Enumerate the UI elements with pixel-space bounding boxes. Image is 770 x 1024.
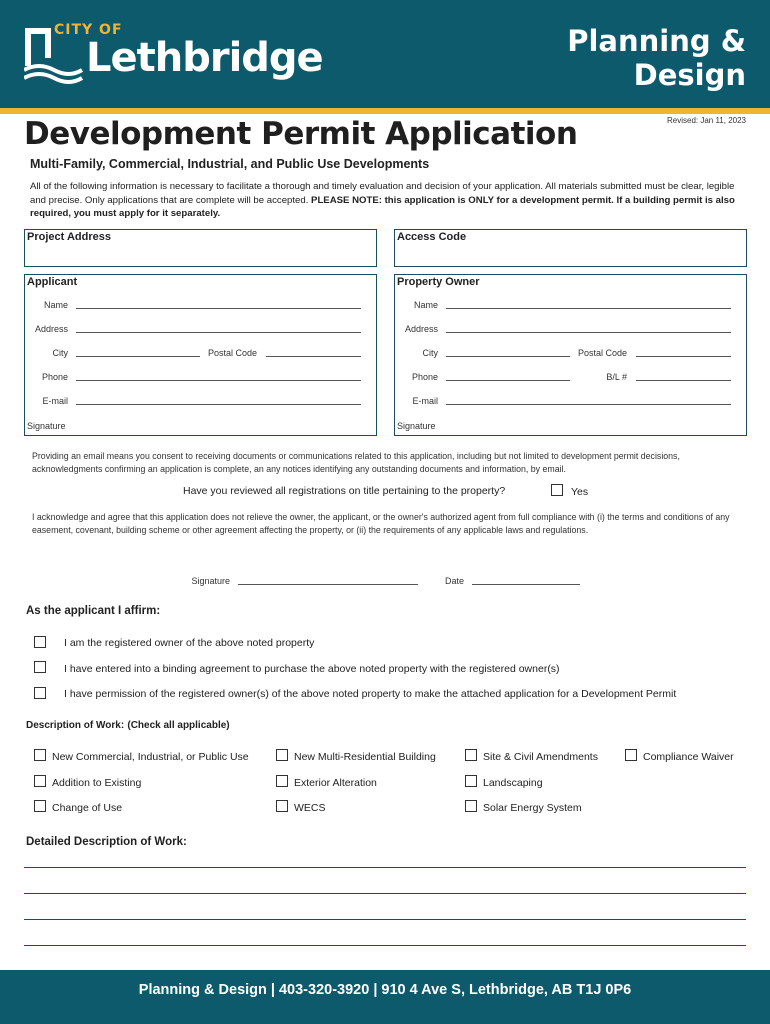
applicant-postal-input[interactable] xyxy=(266,356,361,357)
city-logo xyxy=(24,22,323,92)
declaration-date-label: Date xyxy=(444,576,464,586)
owner-city-label: City xyxy=(422,348,438,358)
applicant-signature-label: Signature xyxy=(27,421,66,431)
detailed-description-line[interactable] xyxy=(24,919,746,920)
applicant-title: Applicant xyxy=(27,276,78,288)
owner-email-label: E-mail xyxy=(412,396,438,406)
logo-city-name: Lethbridge xyxy=(86,35,323,81)
owner-address-label: Address xyxy=(404,324,438,334)
work-site-civil-checkbox[interactable] xyxy=(465,749,477,761)
email-consent-text: Providing an email means you consent to receiving documents or communications related to this application, including but not limited to development permit decisions, acknowledgments confirming an application is complete, an any notices identifying any outstanding documents and information, by email. xyxy=(32,451,680,474)
applicant-postal-label: Postal Code xyxy=(207,348,257,358)
work-compliance-waiver-label: Compliance Waiver xyxy=(643,751,734,763)
page-subtitle: Multi-Family, Commercial, Industrial, and Public Use Developments xyxy=(30,157,430,171)
declaration-signature-input[interactable] xyxy=(238,584,418,585)
header-accent-bar xyxy=(0,108,770,114)
applicant-name-input[interactable] xyxy=(76,308,361,309)
page-title: Development Permit Application xyxy=(24,116,578,152)
owner-name-label: Name xyxy=(413,300,438,310)
work-wecs-checkbox[interactable] xyxy=(276,800,288,812)
affirm-purchase-label: I have entered into a binding agreement to purchase the above noted property with the registered owner(s) xyxy=(64,663,560,675)
work-new-multi-residential-checkbox[interactable] xyxy=(276,749,288,761)
applicant-name-label: Name xyxy=(43,300,68,310)
affirm-heading: As the applicant I affirm: xyxy=(26,605,161,617)
registration-yes-label: Yes xyxy=(571,486,589,498)
owner-address-input[interactable] xyxy=(446,332,731,333)
detailed-description-line[interactable] xyxy=(24,945,746,946)
work-heading-note: (Check all applicable) xyxy=(127,720,230,731)
work-compliance-waiver-checkbox[interactable] xyxy=(625,749,637,761)
logo-city-of: CITY OF xyxy=(54,22,123,38)
applicant-email-label: E-mail xyxy=(42,396,68,406)
work-change-of-use-checkbox[interactable] xyxy=(34,800,46,812)
intro-text: All of the following information is necessary to facilitate a thorough and timely evaluation and decision of your application. All materials submitted must be clear, legible and precise. Only applications that are complete will be accepted. xyxy=(30,181,735,206)
work-change-of-use-label: Change of Use xyxy=(52,802,123,814)
affirm-owner-checkbox[interactable] xyxy=(34,636,46,648)
work-new-commercial-checkbox[interactable] xyxy=(34,749,46,761)
applicant-city-input[interactable] xyxy=(76,356,200,357)
page-header xyxy=(0,0,770,108)
work-new-commercial-label: New Commercial, Industrial, or Public Use xyxy=(52,751,249,763)
owner-postal-label: Postal Code xyxy=(577,348,627,358)
registration-question: Have you reviewed all registrations on title pertaining to the property? xyxy=(183,485,506,497)
affirm-permission-label: I have permission of the registered owner(s) of the above noted property to make the attached application for a Development Permit xyxy=(64,688,677,700)
applicant-address-label: Address xyxy=(34,324,68,334)
intro-note: PLEASE NOTE: this application is ONLY for a development permit. If a building permit is also required, you must apply for it separately. xyxy=(30,194,735,219)
affirm-owner-label: I am the registered owner of the above noted property xyxy=(64,637,315,649)
work-heading xyxy=(26,719,230,731)
intro-paragraph xyxy=(30,180,742,221)
applicant-phone-input[interactable] xyxy=(76,380,361,381)
affirm-purchase-checkbox[interactable] xyxy=(34,661,46,673)
applicant-signature-input[interactable] xyxy=(76,429,361,430)
applicant-city-label: City xyxy=(52,348,68,358)
project-address-label: Project Address xyxy=(27,231,111,243)
detailed-description-line[interactable] xyxy=(24,867,746,868)
owner-signature-label: Signature xyxy=(397,421,436,431)
footer-contact: Planning & Design | 403-320-3920 | 910 4 Ave S, Lethbridge, AB T1J 0P6 xyxy=(138,982,632,998)
applicant-address-input[interactable] xyxy=(76,332,361,333)
work-solar-checkbox[interactable] xyxy=(465,800,477,812)
project-address-field[interactable] xyxy=(24,229,377,267)
access-code-label: Access Code xyxy=(397,231,467,243)
work-site-civil-label: Site & Civil Amendments xyxy=(483,751,598,763)
department-line-2: Design xyxy=(633,58,746,92)
work-landscaping-checkbox[interactable] xyxy=(465,775,477,787)
owner-phone-input[interactable] xyxy=(446,380,570,381)
registration-yes-checkbox[interactable] xyxy=(551,484,563,496)
work-landscaping-label: Landscaping xyxy=(483,777,543,789)
affirm-permission-checkbox[interactable] xyxy=(34,687,46,699)
applicant-phone-label: Phone xyxy=(41,372,68,382)
owner-postal-input[interactable] xyxy=(636,356,731,357)
detailed-description-heading: Detailed Description of Work: xyxy=(26,836,187,848)
work-wecs-label: WECS xyxy=(294,802,326,814)
department-title xyxy=(546,24,746,92)
owner-signature-input[interactable] xyxy=(446,429,731,430)
owner-name-input[interactable] xyxy=(446,308,731,309)
work-addition-label: Addition to Existing xyxy=(52,777,142,789)
declaration-date-input[interactable] xyxy=(472,584,580,585)
department-line-1: Planning & xyxy=(567,24,746,58)
work-solar-label: Solar Energy System xyxy=(483,802,582,814)
work-exterior-alteration-label: Exterior Alteration xyxy=(294,777,377,789)
work-heading-text: Description of Work: xyxy=(26,720,125,731)
work-exterior-alteration-checkbox[interactable] xyxy=(276,775,288,787)
owner-bl-input[interactable] xyxy=(636,380,731,381)
owner-email-input[interactable] xyxy=(446,404,731,405)
work-addition-checkbox[interactable] xyxy=(34,775,46,787)
owner-phone-label: Phone xyxy=(411,372,438,382)
revised-date: Revised: Jan 11, 2023 xyxy=(666,116,746,125)
work-new-multi-residential-label: New Multi-Residential Building xyxy=(294,751,436,763)
owner-bl-label: B/L # xyxy=(606,372,627,382)
owner-title: Property Owner xyxy=(397,276,480,288)
declaration-signature-label: Signature xyxy=(191,576,230,586)
access-code-field[interactable] xyxy=(394,229,747,267)
applicant-email-input[interactable] xyxy=(76,404,361,405)
detailed-description-line[interactable] xyxy=(24,893,746,894)
owner-city-input[interactable] xyxy=(446,356,570,357)
acknowledgement-text: I acknowledge and agree that this application does not relieve the owner, the applicant, or the owner's authorized agent from full compliance with (i) the terms and conditions of any easement, covenant, building scheme or other agreement affecting the property, or (ii) the requirements of any applicable laws and regulations. xyxy=(32,512,730,535)
